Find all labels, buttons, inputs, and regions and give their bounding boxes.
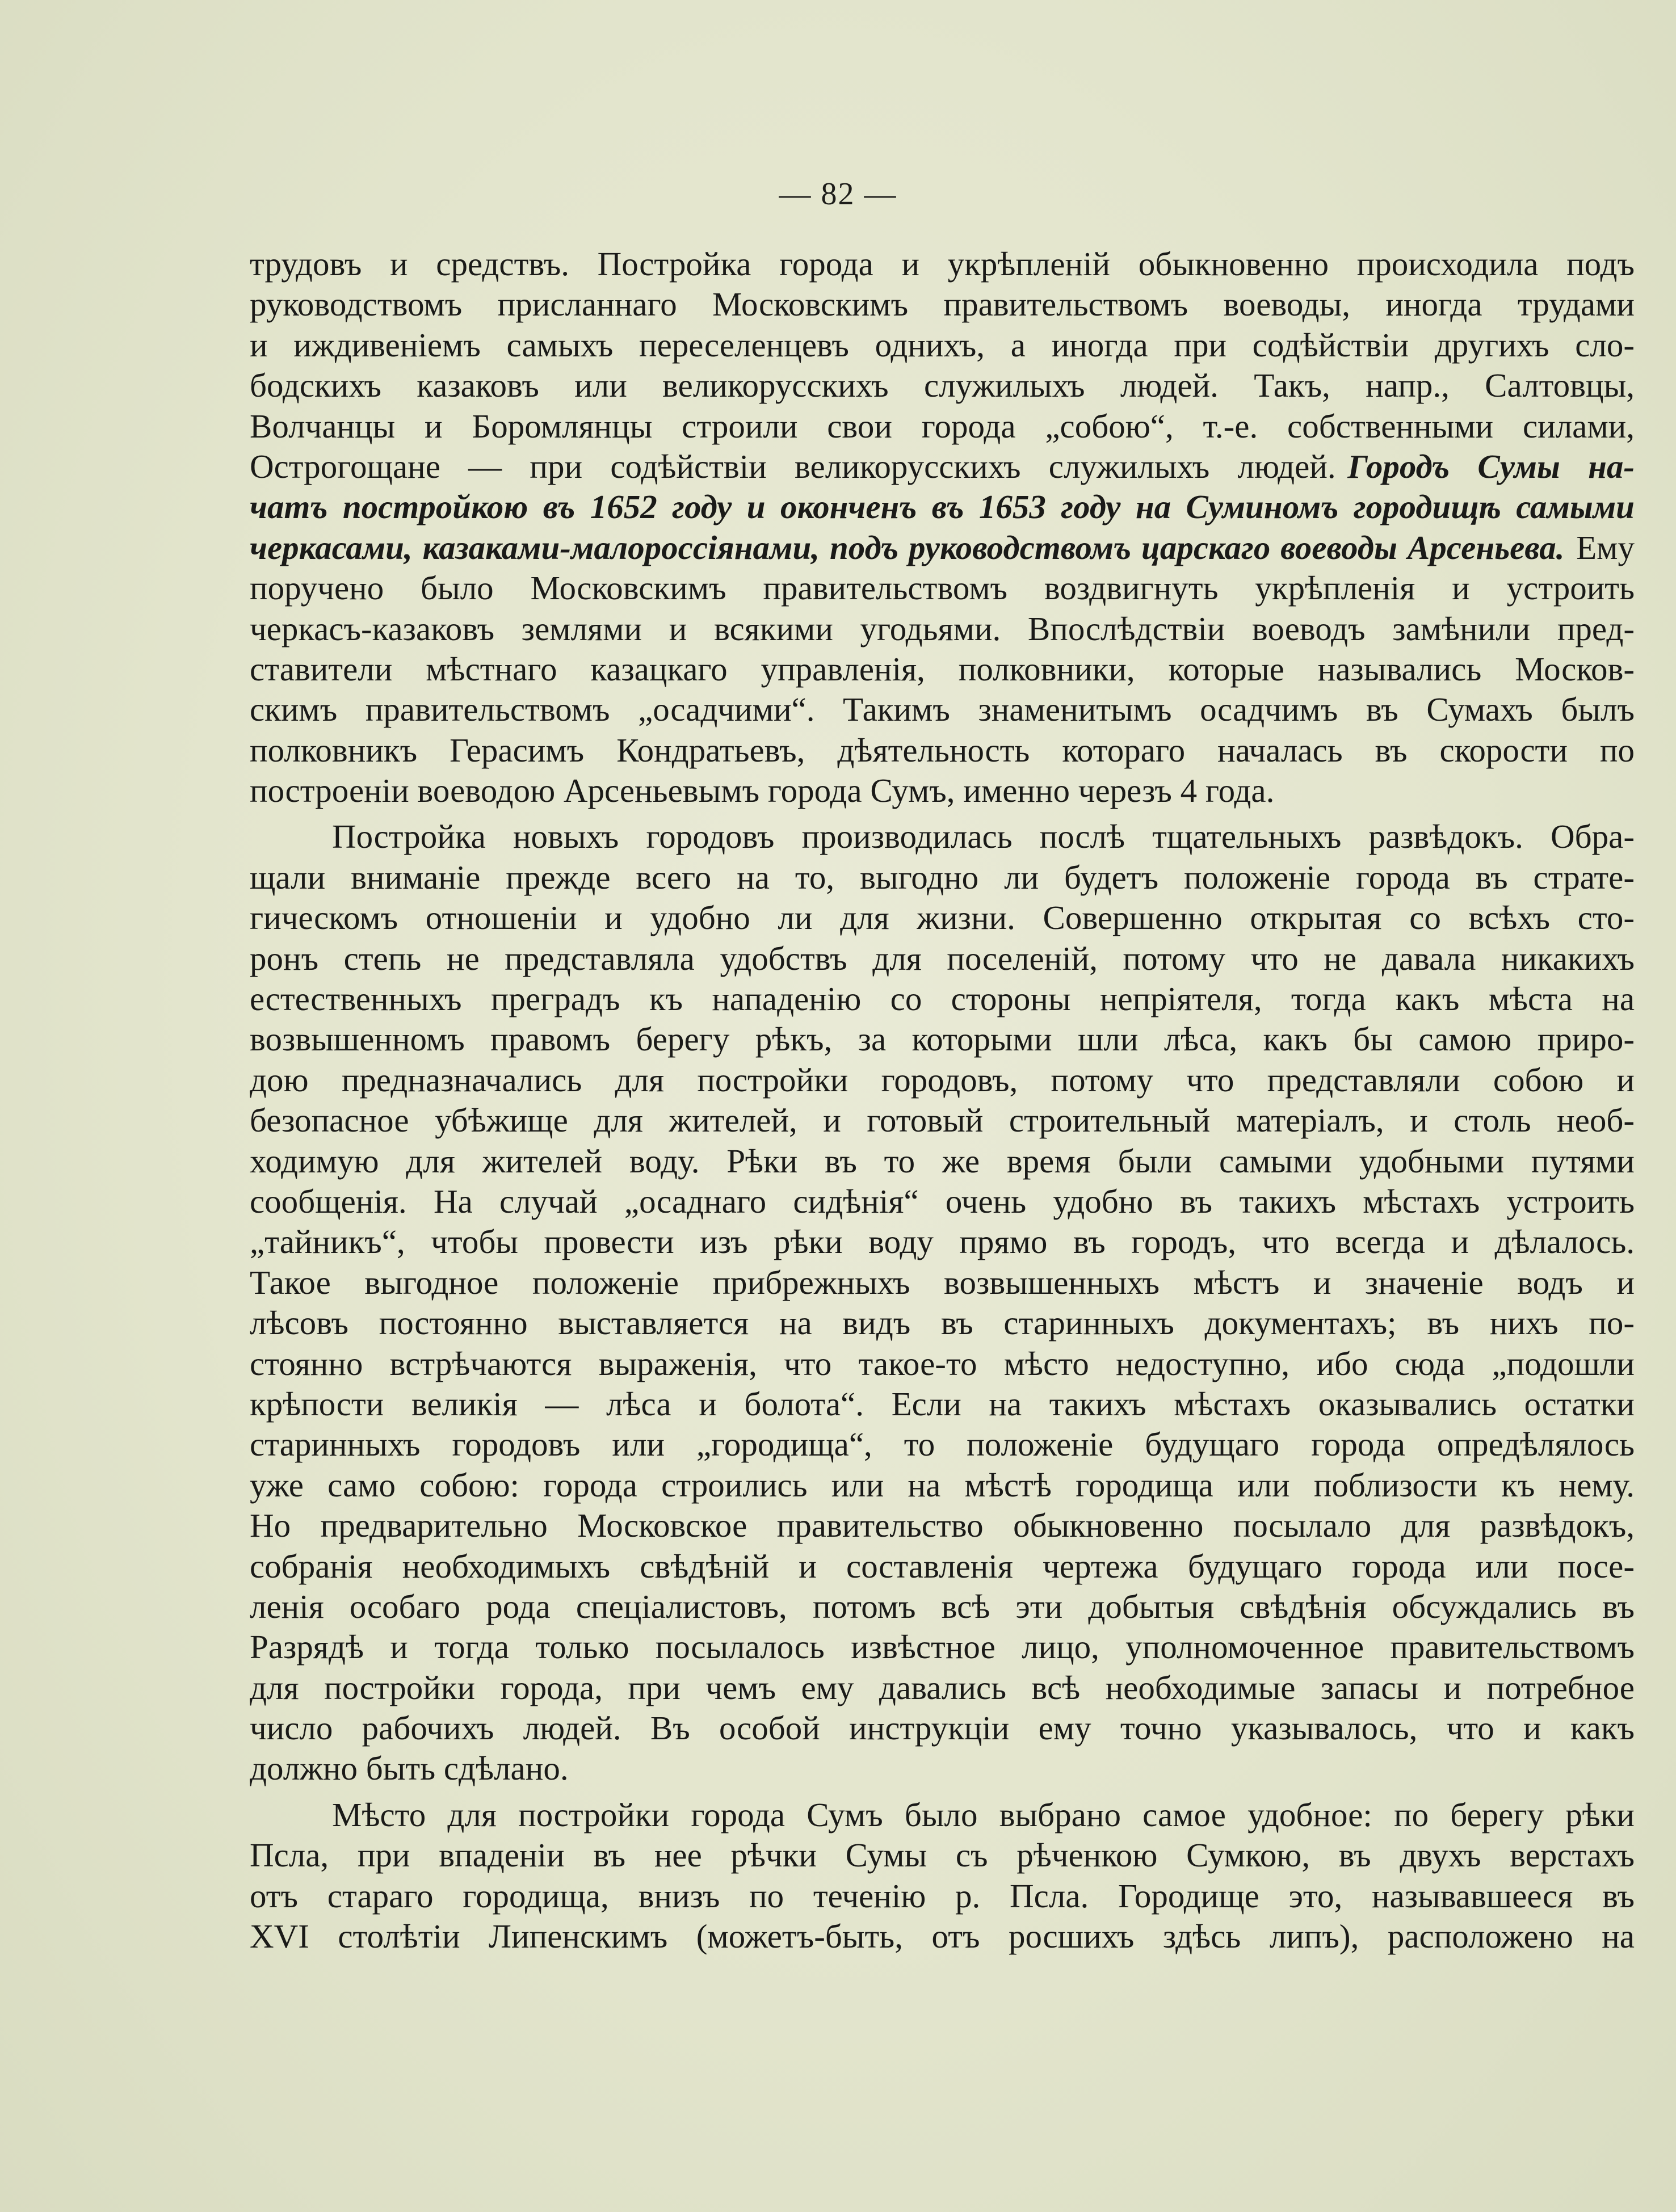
text-line: скимъ правительствомъ „осадчими“. Такимъ знаменитымъ осадчимъ въ Сумахъ былъ — [250, 691, 1635, 729]
text-line: естественныхъ преградъ къ нападенію со стороны непріятеля, тогда какъ мѣста на — [250, 980, 1635, 1018]
text-line-mixed — [250, 447, 1635, 487]
text-line: полковникъ Герасимъ Кондратьевъ, дѣятельность котораго началась въ скорости по — [250, 731, 1635, 769]
text-line: безопасное убѣжище для жителей, и готовый строительный матеріалъ, и столь необ- — [250, 1101, 1635, 1139]
text-line: черкасъ-казаковъ землями и всякими угодьями. Впослѣдствіи воеводъ замѣнили пред- — [250, 609, 1635, 647]
italic-text: Городъ Сумы на- — [1347, 447, 1635, 485]
text-line: ронъ степь не представляла удобствъ для поселеній, потому что не давала никакихъ — [250, 939, 1635, 977]
text-line: Волчанцы и Боромлянцы строили свои города „собою“, т.-е. собственными силами, — [250, 407, 1635, 445]
text-line: для постройки города, при чемъ ему давались всѣ необходимые запасы и потребное — [250, 1668, 1635, 1706]
text-line: Псла, при впаденіи въ нее рѣчки Сумы съ рѣченкою Сумкою, въ двухъ верстахъ — [250, 1836, 1635, 1874]
text-line: дою предназначались для постройки городовъ, потому что представляли собою и — [250, 1061, 1635, 1099]
text-line: собранія необходимыхъ свѣдѣній и составленія чертежа будущаго города или посе- — [250, 1547, 1635, 1585]
text-line: щали вниманіе прежде всего на то, выгодно ли будетъ положеніе города въ страте- — [250, 858, 1635, 896]
text-line: ходимую для жителей воду. Рѣки въ то же время были самыми удобными путями — [250, 1142, 1635, 1180]
text-line: Но предварительно Московское правительство обыкновенно посылало для развѣдокъ, — [250, 1507, 1635, 1545]
text-line: бодскихъ казаковъ или великорусскихъ служилыхъ людей. Такъ, напр., Салтовцы, — [250, 367, 1635, 405]
text-line: лѣсовъ постоянно выставляется на видъ въ старинныхъ документахъ; въ нихъ по- — [250, 1304, 1635, 1342]
plain-text: Острогощане — при содѣйствіи великорусскихъ служилыхъ людей. — [250, 447, 1336, 485]
italic-text: черкасами, казаками-малороссіянами, подъ руководствомъ царскаго воеводы Арсеньева. — [250, 528, 1565, 566]
page-number: — 82 — — [779, 176, 897, 212]
text-line: гическомъ отношеніи и удобно ли для жизни. Совершенно открытая со всѣхъ сто- — [250, 899, 1635, 937]
italic-line: чатъ постройкою въ 1652 году и оконченъ въ 1653 году на Суминомъ городищѣ самыми — [250, 488, 1635, 526]
text-line: старинныхъ городовъ или „городища“, то положеніе будущаго города опредѣлялось — [250, 1425, 1635, 1464]
text-line: XVI столѣтіи Липенскимъ (можетъ-быть, отъ росшихъ здѣсь липъ), расположено на — [250, 1917, 1635, 1956]
text-line: сообщенія. На случай „осаднаго сидѣнія“ очень удобно въ такихъ мѣстахъ устроить — [250, 1182, 1635, 1220]
paragraph-1 — [250, 244, 1635, 811]
text-line: построеніи воеводою Арсеньевымъ города Сумъ, именно черезъ 4 года. — [250, 772, 1275, 810]
text-line: возвышенномъ правомъ берегу рѣкъ, за которыми шли лѣса, какъ бы самою приро- — [250, 1020, 1635, 1058]
text-line: отъ стараго городища, внизъ по теченію р. Псла. Городище это, называвшееся въ — [250, 1877, 1635, 1915]
page-body — [250, 244, 1635, 1957]
text-line: ставители мѣстнаго казацкаго управленія, полковники, которые назывались Москов- — [250, 650, 1635, 688]
text-line: должно быть сдѣлано. — [250, 1750, 569, 1788]
text-line-mixed — [250, 528, 1635, 568]
text-line: поручено было Московскимъ правительствомъ воздвигнуть укрѣпленія и устроить — [250, 569, 1635, 607]
text-line: уже само собою: города строились или на мѣстѣ городища или поблизости къ нему. — [250, 1466, 1635, 1504]
text-line: трудовъ и средствъ. Постройка города и укрѣпленій обыкновенно происходила подъ — [250, 245, 1635, 283]
text-line: „тайникъ“, чтобы провести изъ рѣки воду прямо въ городъ, что всегда и дѣлалось. — [250, 1223, 1635, 1261]
text-line: стоянно встрѣчаются выраженія, что такое-то мѣсто недоступно, ибо сюда „подошли — [250, 1344, 1635, 1382]
text-line: и иждивеніемъ самыхъ переселенцевъ однихъ, а иногда при содѣйствіи другихъ сло- — [250, 326, 1635, 364]
paragraph-2 — [250, 817, 1635, 1789]
text-line: Постройка новыхъ городовъ производилась послѣ тщательныхъ развѣдокъ. Обра- — [332, 818, 1635, 856]
text-line: Разрядѣ и тогда только посылалось извѣстное лицо, уполномоченное правительствомъ — [250, 1628, 1635, 1666]
text-line: ленія особаго рода спеціалистовъ, потомъ всѣ эти добытыя свѣдѣнія обсуждались въ — [250, 1587, 1635, 1625]
plain-text: Ему — [1576, 528, 1635, 566]
text-line: крѣпости великія — лѣса и болота“. Если на такихъ мѣстахъ оказывались остатки — [250, 1385, 1635, 1423]
text-line: руководствомъ присланнаго Московскимъ правительствомъ воеводы, иногда трудами — [250, 285, 1635, 323]
text-line: Мѣсто для постройки города Сумъ было выбрано самое удобное: по берегу рѣки — [332, 1795, 1635, 1833]
paragraph-3 — [250, 1795, 1635, 1957]
text-line: число рабочихъ людей. Въ особой инструкціи ему точно указывалось, что и какъ — [250, 1709, 1635, 1747]
text-line: Такое выгодное положеніе прибрежныхъ возвышенныхъ мѣстъ и значеніе водъ и — [250, 1263, 1635, 1301]
